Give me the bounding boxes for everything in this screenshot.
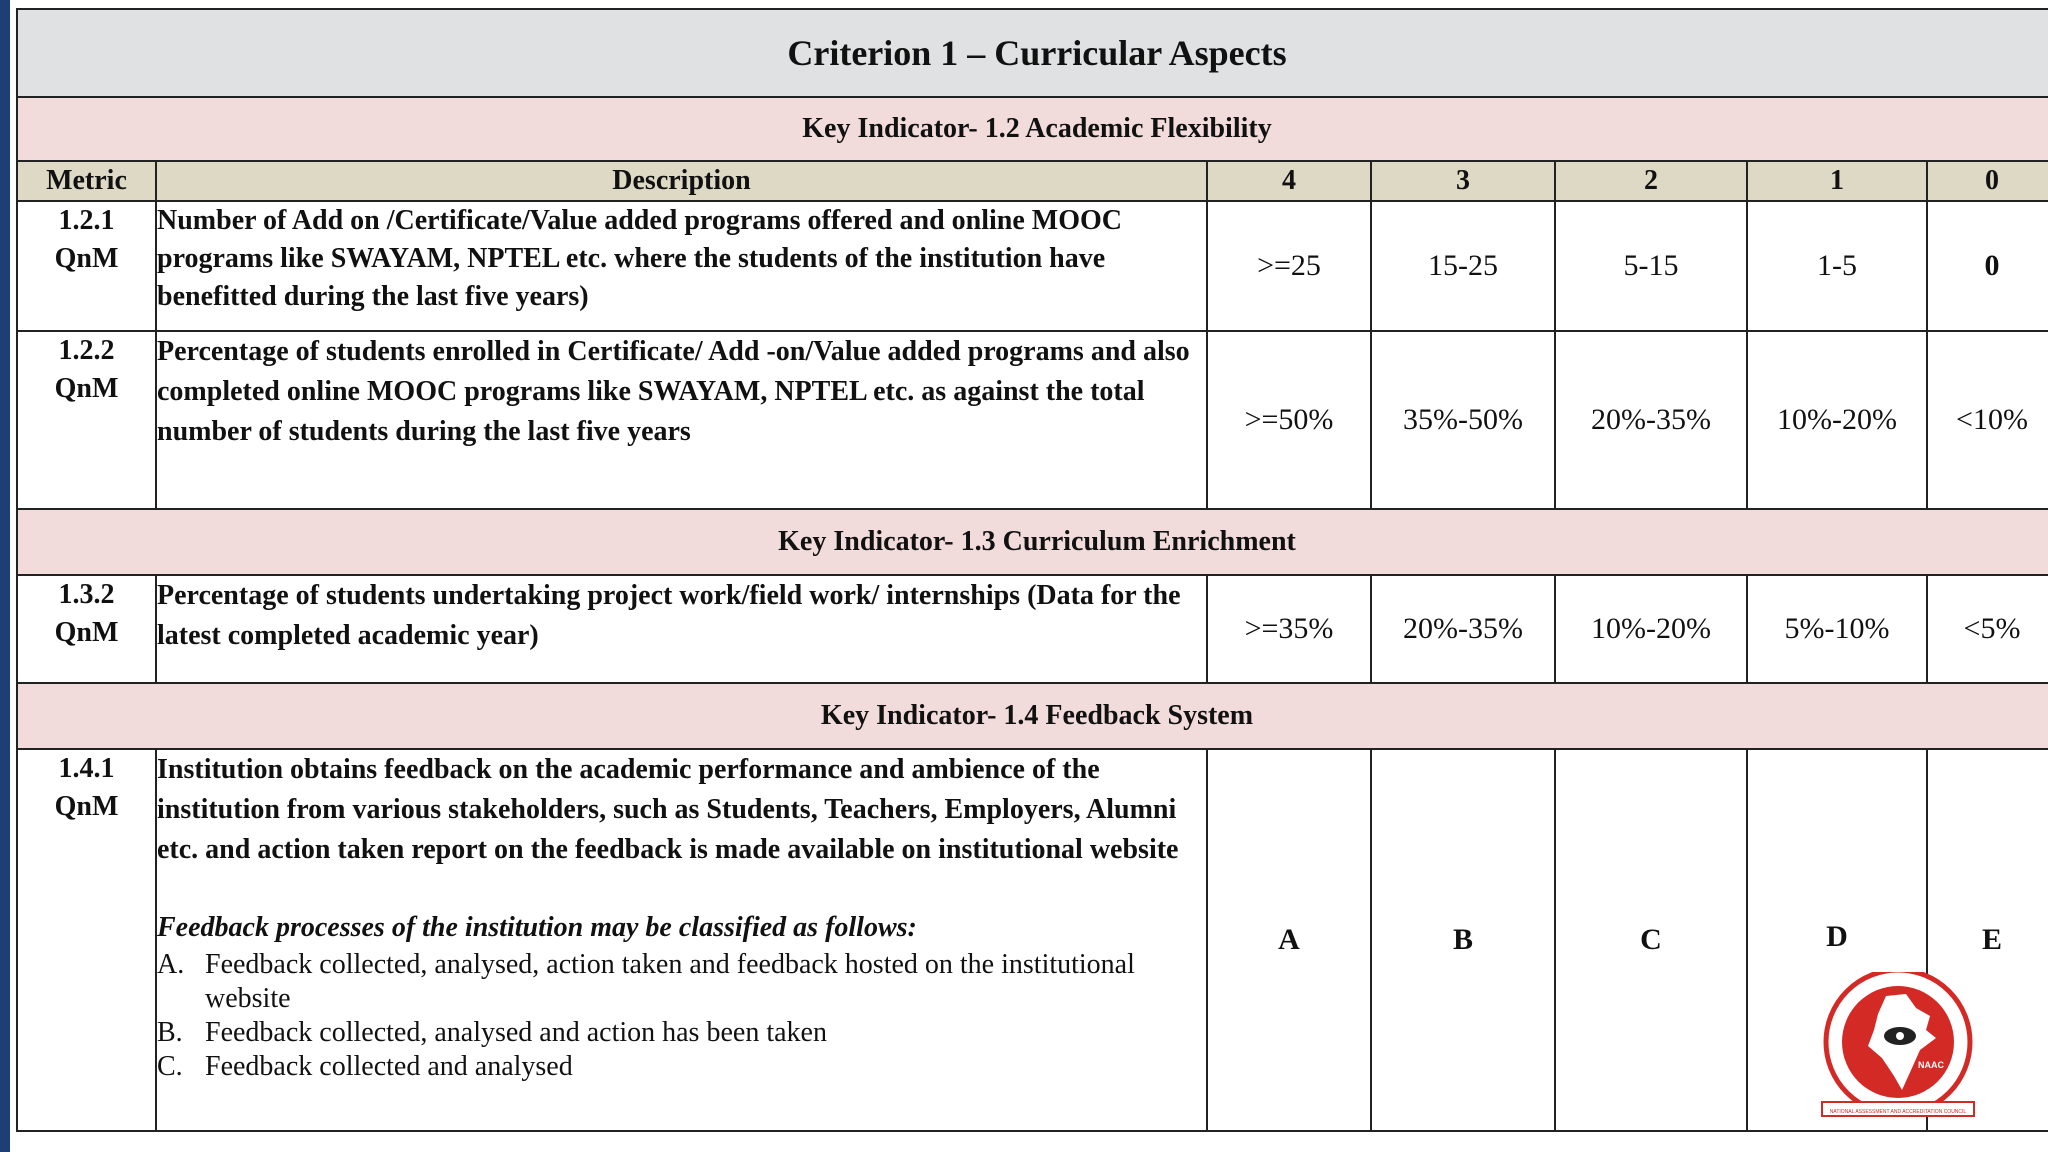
- score-0: <5%: [1927, 575, 2048, 683]
- criterion-table: [16, 8, 2048, 1132]
- metric-id: 1.2.1: [58, 205, 115, 236]
- criterion-title: Criterion 1 – Curricular Aspects: [17, 9, 2048, 97]
- score-3: 15-25: [1371, 201, 1555, 331]
- metric-description-cell: [156, 749, 1207, 1131]
- metric-cell: [17, 201, 156, 331]
- seal-arc-text: NATIONAL ASSESSMENT AND ACCREDITATION COUNCIL: [1829, 1109, 1967, 1115]
- metric-type: QnM: [54, 617, 119, 648]
- header-score-3: 3: [1371, 161, 1555, 201]
- table-row-1-2-2: [17, 331, 2048, 509]
- metric-description: Percentage of students undertaking project work/field work/ internships (Data for the latest completed academic year): [156, 575, 1207, 683]
- classification-heading: Feedback processes of the institution may be classified as follows:: [157, 912, 917, 943]
- score-1: 10%-20%: [1747, 331, 1927, 509]
- metric-type: QnM: [54, 373, 119, 404]
- seal-eye-pupil: [1896, 1032, 1904, 1040]
- metric-description: Number of Add on /Certificate/Value added programs offered and online MOOC programs like SWAYAM, NPTEL etc. where the students of the institution have benefitted during the last five years): [156, 201, 1207, 331]
- naac-seal-icon: [1808, 972, 1988, 1122]
- header-description: Description: [156, 161, 1207, 201]
- score-2: 10%-20%: [1555, 575, 1747, 683]
- score-2: 5-15: [1555, 201, 1747, 331]
- metric-type: QnM: [54, 243, 119, 274]
- option-text: Feedback collected and analysed: [205, 1051, 573, 1082]
- option-text: Feedback collected, analysed, action taken and feedback hosted on the institutional website: [205, 949, 1135, 1014]
- score-4: >=35%: [1207, 575, 1371, 683]
- left-accent-bar: [0, 0, 10, 1152]
- score-1: 5%-10%: [1747, 575, 1927, 683]
- key-indicator-1-2: Key Indicator- 1.2 Academic Flexibility: [17, 97, 2048, 161]
- option-a: [157, 948, 1206, 1016]
- header-metric: Metric: [17, 161, 156, 201]
- metric-id: 1.2.2: [58, 335, 115, 366]
- grade-b: B: [1371, 749, 1555, 1131]
- option-letter: A.: [157, 949, 185, 980]
- metric-cell: [17, 575, 156, 683]
- metric-id: 1.3.2: [58, 579, 115, 610]
- grade-d: D: [1826, 920, 1848, 953]
- metric-cell: [17, 749, 156, 1131]
- score-1: 1-5: [1747, 201, 1927, 331]
- option-letter: C.: [157, 1051, 183, 1082]
- score-4: >=25: [1207, 201, 1371, 331]
- header-score-0: 0: [1927, 161, 2048, 201]
- option-b: [157, 1016, 1206, 1050]
- score-3: 20%-35%: [1371, 575, 1555, 683]
- spacer: [157, 870, 1206, 908]
- header-score-1: 1: [1747, 161, 1927, 201]
- score-4: >=50%: [1207, 331, 1371, 509]
- column-header-row: [17, 161, 2048, 201]
- score-3: 35%-50%: [1371, 331, 1555, 509]
- grade-a: A: [1207, 749, 1371, 1131]
- header-score-2: 2: [1555, 161, 1747, 201]
- metric-description: Percentage of students enrolled in Certificate/ Add -on/Value added programs and also completed online MOOC programs like SWAYAM, NPTEL etc. as against the total number of students during the last five years: [156, 331, 1207, 509]
- option-letter: B.: [157, 1017, 183, 1048]
- seal-center-text: NAAC: [1918, 1060, 1944, 1070]
- grade-c: C: [1555, 749, 1747, 1131]
- table-row-1-4-1: [17, 749, 2048, 1131]
- metric-id: 1.4.1: [58, 753, 115, 784]
- table-row-1-3-2: [17, 575, 2048, 683]
- metric-description: Institution obtains feedback on the academic performance and ambience of the institution from various stakeholders, such as Students, Teachers, Employers, Alumni etc. and action taken report on the feedback is made available on institutional website: [157, 754, 1179, 865]
- metric-cell: [17, 331, 156, 509]
- score-0: <10%: [1927, 331, 2048, 509]
- header-score-4: 4: [1207, 161, 1371, 201]
- option-c: [157, 1050, 1206, 1084]
- key-indicator-1-3: Key Indicator- 1.3 Curriculum Enrichment: [17, 509, 2048, 575]
- table-row-1-2-1: [17, 201, 2048, 331]
- score-0: 0: [1927, 201, 2048, 331]
- metric-type: QnM: [54, 791, 119, 822]
- option-text: Feedback collected, analysed and action has been taken: [205, 1017, 827, 1048]
- score-2: 20%-35%: [1555, 331, 1747, 509]
- key-indicator-1-4: Key Indicator- 1.4 Feedback System: [17, 683, 2048, 749]
- grade-e: E: [1927, 749, 2048, 1131]
